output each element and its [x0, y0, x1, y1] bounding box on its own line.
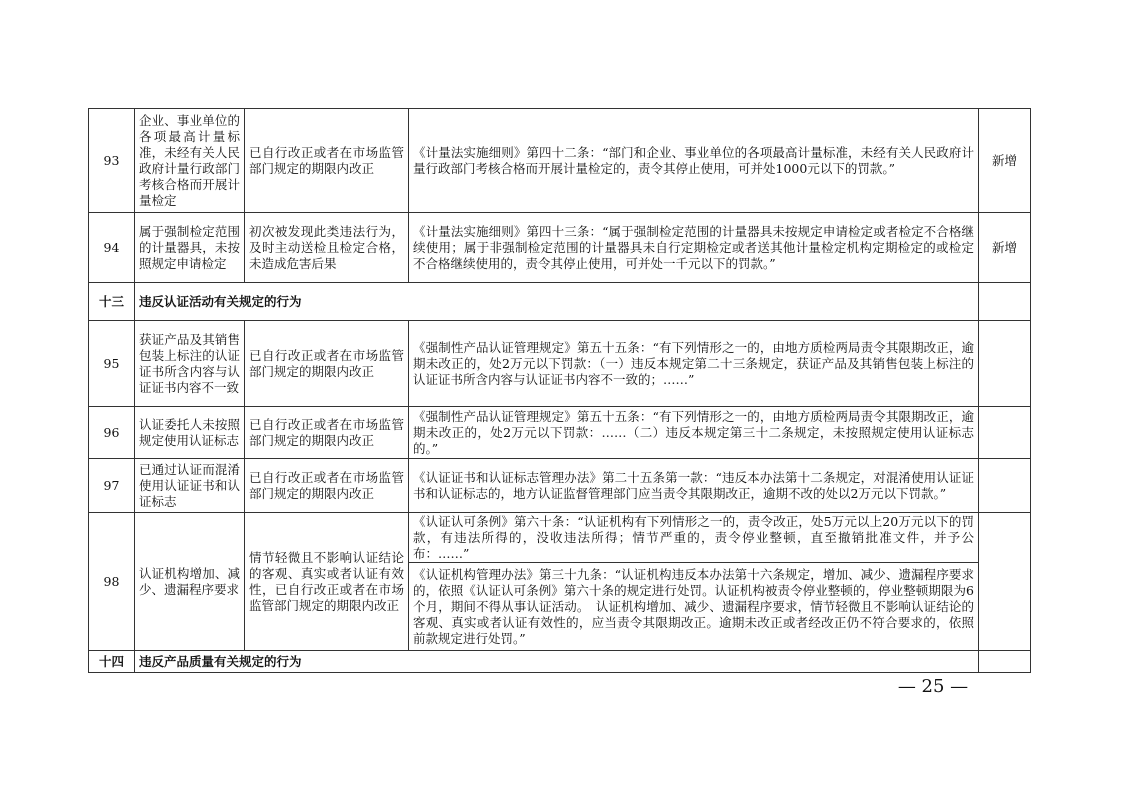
table-row [89, 407, 1031, 459]
legal-basis: 《计量法实施细则》第四十三条：“属于强制检定范围的计量器具未按规定申请检定或者检定不合格继续使用；属于非强制检定范围的计量器具未自行定期检定或者送其他计量检定机构定期检定的或检定不合格继续使用的，责令其停止使用，可并处一千元以下的罚款。” [409, 213, 979, 283]
table-row [89, 213, 1031, 283]
legal-basis: 《认证证书和认证标志管理办法》第二十五条第一款：“违反本办法第十二条规定，对混淆使用认证证书和认证标志的，地方认证监督管理部门应当责令其限期改正，逾期不改的处以2万元以下罚款。” [409, 459, 979, 513]
violation-item: 企业、事业单位的各项最高计量标准，未经有关人民政府计量行政部门考核合格而开展计量检定 [135, 109, 245, 213]
violation-item: 属于强制检定范围的计量器具，未按照规定申请检定 [135, 213, 245, 283]
legal-basis: 《强制性产品认证管理规定》第五十五条：“有下列情形之一的，由地方质检两局责令其限期改正，逾期未改正的，处2万元以下罚款：（一）违反本规定第二十三条规定，获证产品及其销售包装上标注的认证证书所含内容与认证证书内容不一致的；……” [409, 321, 979, 407]
legal-basis: 《计量法实施细则》第四十二条：“部门和企业、事业单位的各项最高计量标准，未经有关人民政府计量行政部门考核合格而开展计量检定的，责令其停止使用，可并处1000元以下的罚款。” [409, 109, 979, 213]
row-number: 96 [89, 407, 135, 459]
row-number: 95 [89, 321, 135, 407]
exemption-condition: 已自行改正或者在市场监管部门规定的期限内改正 [245, 109, 409, 213]
legal-basis-part-2: 《认证机构管理办法》第三十九条：“认证机构违反本办法第十六条规定，增加、减少、遗漏程序要求的，依照《认证认可条例》第六十条的规定进行处罚。认证机构被责令停业整顿的，停业整顿期限为6个月，期间不得从事认证活动。 认证机构增加、减少、遗漏程序要求，情节轻微且不影响认证结论的客观、真实或者认证有效性的，应当责令其限期改正。逾期未改正或者经改正仍不符合要求的，依照前款规定进行处罚。” [409, 563, 979, 651]
remark: 新增 [979, 213, 1031, 283]
remark [979, 513, 1031, 651]
remark [979, 283, 1031, 321]
table-row [89, 321, 1031, 407]
remark [979, 651, 1031, 673]
row-number: 93 [89, 109, 135, 213]
section-number: 十三 [89, 283, 135, 321]
table-row [89, 513, 1031, 563]
violation-item: 已通过认证而混淆使用认证证书和认证标志 [135, 459, 245, 513]
violation-item: 获证产品及其销售包装上标注的认证证书所含内容与认证证书内容不一致 [135, 321, 245, 407]
section-title: 违反认证活动有关规定的行为 [135, 283, 979, 321]
legal-basis: 《强制性产品认证管理规定》第五十五条：“有下列情形之一的，由地方质检两局责令其限期改正，逾期未改正的，处2万元以下罚款：……（二）违反本规定第三十二条规定，未按照规定使用认证标志的。” [409, 407, 979, 459]
exemption-condition: 初次被发现此类违法行为，及时主动送检且检定合格，未造成危害后果 [245, 213, 409, 283]
violation-item: 认证委托人未按照规定使用认证标志 [135, 407, 245, 459]
exemption-condition: 已自行改正或者在市场监管部门规定的期限内改正 [245, 321, 409, 407]
row-number: 98 [89, 513, 135, 651]
remark [979, 459, 1031, 513]
section-row [89, 651, 1031, 673]
exemption-condition: 情节轻微且不影响认证结论的客观、真实或者认证有效性，已自行改正或者在市场监管部门规定的期限内改正 [245, 513, 409, 651]
legal-basis-part-1: 《认证认可条例》第六十条：“认证机构有下列情形之一的，责令改正，处5万元以上20万元以下的罚款，有违法所得的，没收违法所得；情节严重的，责令停业整顿，直至撤销批准文件，并予公布：……” [409, 513, 979, 563]
violation-item: 认证机构增加、减少、遗漏程序要求 [135, 513, 245, 651]
table-row [89, 459, 1031, 513]
remark [979, 407, 1031, 459]
exemption-condition: 已自行改正或者在市场监管部门规定的期限内改正 [245, 407, 409, 459]
remark: 新增 [979, 109, 1031, 213]
section-number: 十四 [89, 651, 135, 673]
row-number: 97 [89, 459, 135, 513]
exemption-condition: 已自行改正或者在市场监管部门规定的期限内改正 [245, 459, 409, 513]
section-row [89, 283, 1031, 321]
regulation-table [88, 108, 1031, 673]
page-number: — 25 — [897, 676, 969, 697]
remark [979, 321, 1031, 407]
row-number: 94 [89, 213, 135, 283]
table-row [89, 109, 1031, 213]
section-title: 违反产品质量有关规定的行为 [135, 651, 979, 673]
